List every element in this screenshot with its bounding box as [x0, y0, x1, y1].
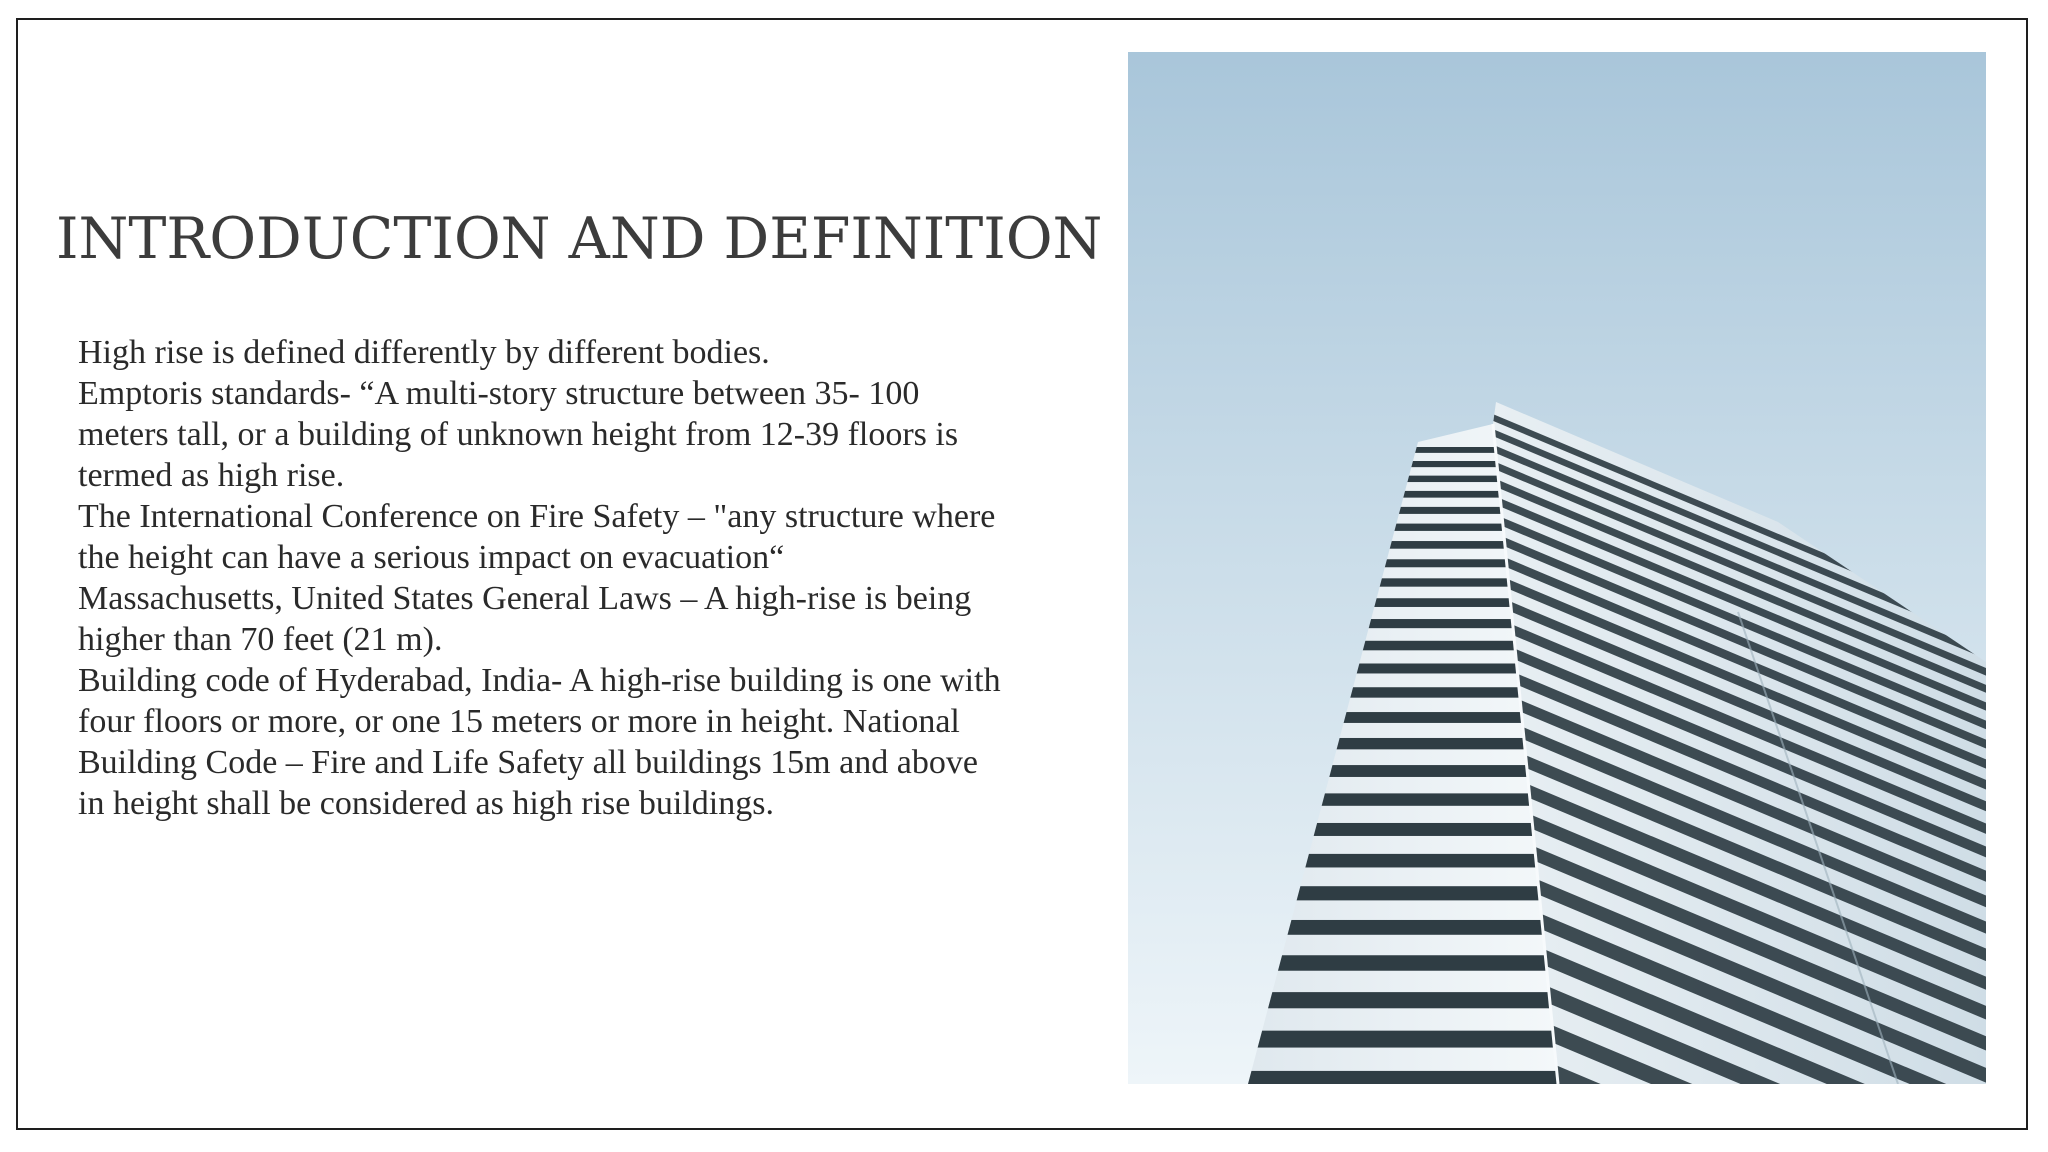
window-band — [1228, 1031, 1568, 1048]
window-band — [1228, 992, 1568, 1008]
high-rise-building-photo — [1128, 52, 1986, 1084]
slide-title: INTRODUCTION AND DEFINITION — [56, 206, 1103, 272]
paragraph-massachusetts: Massachusetts, United States General Laws – A high-rise is being higher than 70 feet (21 m). — [78, 580, 972, 658]
window-band — [1228, 1071, 1568, 1084]
slide-body — [78, 332, 1008, 824]
paragraph-emptoris: Emptoris standards- “A multi-story structure between 35- 100 meters tall, or a building of unknown height from 12-39 floors is termed as high rise. — [78, 375, 959, 494]
paragraph-intro: High rise is defined differently by different bodies. — [78, 334, 770, 371]
paragraph-fire-safety-conference: The International Conference on Fire Safety – "any structure where the height can have a serious impact on evacuation“ — [78, 498, 996, 576]
slide-frame — [16, 18, 2028, 1130]
paragraph-hyderabad-nbc: Building code of Hyderabad, India- A high-rise building is one with four floors or more, or one 15 meters or more in height. National Building Code – Fire and Life Safety all buildings 15m and above in height shall be considered as high rise buildings. — [78, 662, 1001, 822]
